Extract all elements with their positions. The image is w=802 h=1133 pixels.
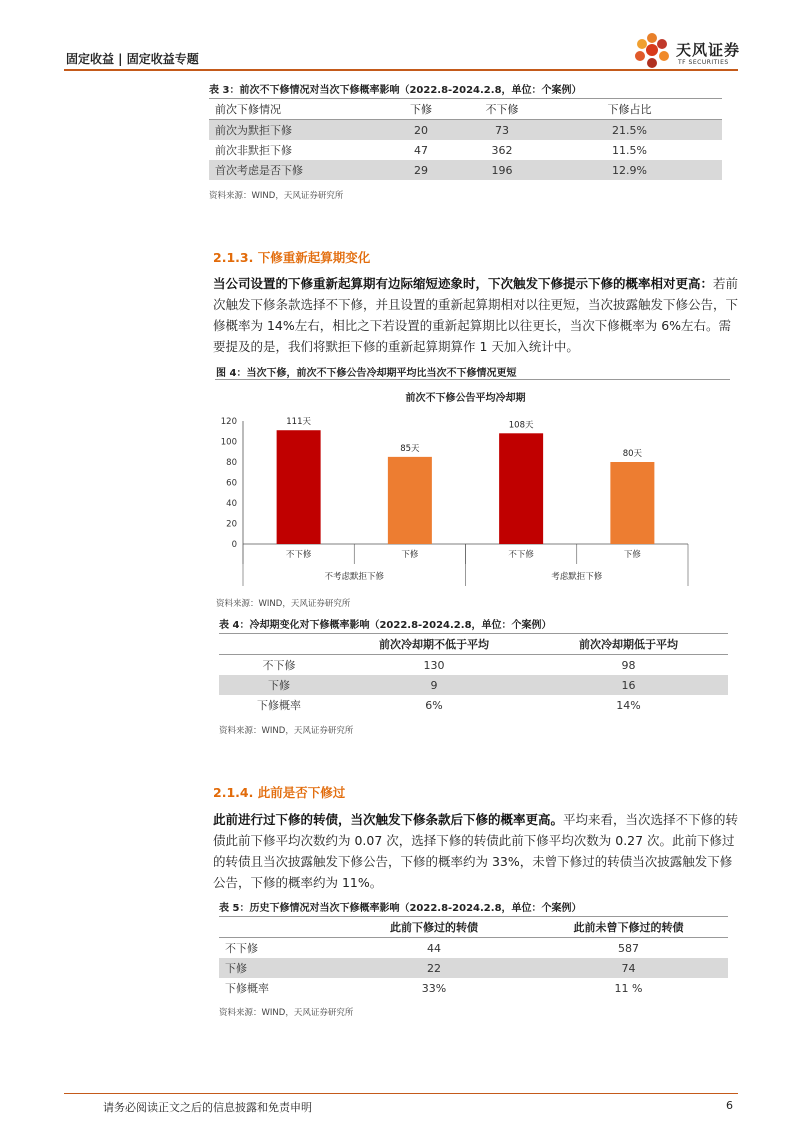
bar xyxy=(277,430,321,544)
bar-data-label: 111天 xyxy=(286,417,311,428)
table-row xyxy=(219,695,728,715)
y-tick-label: 100 xyxy=(220,437,237,448)
bar xyxy=(499,433,543,544)
table4-header xyxy=(219,634,339,655)
chart-title: 前次不下修公告平均冷却期 xyxy=(405,393,526,404)
table-row xyxy=(219,978,728,998)
bar xyxy=(610,462,654,544)
table-row xyxy=(219,675,728,695)
table-row xyxy=(209,120,722,141)
table-cell: 11 % xyxy=(614,981,643,995)
table-cell: 20 xyxy=(375,120,467,141)
table5-header: 此前未曾下修过的转债 xyxy=(573,921,684,934)
table-cell: 98 xyxy=(621,658,636,672)
table-cell: 前次非默拒下修 xyxy=(215,144,292,157)
table-cell: 首次考虑是否下修 xyxy=(209,160,375,180)
table-cell: 12.9% xyxy=(537,160,722,180)
bar-data-label: 85天 xyxy=(400,443,420,454)
logo-name: 天风证券 xyxy=(676,41,741,59)
table-cell: 21.5% xyxy=(537,120,722,141)
table4-source: 资料来源：WIND，天风证券研究所 xyxy=(219,726,354,736)
x-tick-label: 下修 xyxy=(401,550,419,560)
section-214-paragraph xyxy=(213,809,739,893)
x-tick-label: 下修 xyxy=(623,550,641,560)
table-cell: 130 xyxy=(423,658,445,672)
table5-header xyxy=(219,917,339,938)
table-row xyxy=(219,958,728,978)
y-tick-label: 60 xyxy=(226,478,237,489)
bar-data-label: 80天 xyxy=(622,449,643,459)
table3-header: 下修 xyxy=(410,103,432,116)
table4-caption: 表 4：冷却期变化对下修概率影响（2022.8-2024.2.8，单位：个案例） xyxy=(219,620,552,631)
header-divider xyxy=(64,69,738,71)
table-cell: 74 xyxy=(529,958,728,978)
table-cell: 下修概率 xyxy=(225,982,269,995)
tf-securities-logo-icon xyxy=(630,30,674,70)
table-cell: 前次为默拒下修 xyxy=(209,120,375,141)
section-213-paragraph xyxy=(213,273,739,357)
logo-subtitle: TF SECURITIES xyxy=(678,59,729,66)
x-group-label: 不考虑默拒下修 xyxy=(324,572,385,582)
y-tick-label: 120 xyxy=(220,417,237,427)
footer-disclaimer: 请务必阅读正文之后的信息披露和免责申明 xyxy=(103,1101,312,1114)
table-cell: 14% xyxy=(616,698,641,712)
table-cell: 下修概率 xyxy=(257,699,301,712)
figure4-source: 资料来源：WIND，天风证券研究所 xyxy=(216,599,351,609)
y-tick-label: 0 xyxy=(231,540,237,550)
y-tick-label: 20 xyxy=(226,519,237,530)
table-row xyxy=(219,938,728,959)
header-breadcrumb: 固定收益 | 固定收益专题 xyxy=(66,52,199,66)
figure4-caption: 图 4：当次下修，前次不下修公告冷却期平均比当次不下修情况更短 xyxy=(216,368,517,379)
section-214-text: 平均来看，当次选择不下修的转债此前下修平均次数约为 0.07 次，选择下修的转债此前下修平均次数为 0.27 次。此前下修过的转债且当次披露触发下修公告，下修的概率约为 33%，未曾下修过的转债当次披露触发下修公告，下修的概率约为 11%。 xyxy=(213,812,739,890)
x-tick-label: 不下修 xyxy=(508,550,534,560)
table-cell: 22 xyxy=(339,958,529,978)
x-group-label: 考虑默拒下修 xyxy=(551,572,603,582)
table-row xyxy=(209,140,722,160)
section-214-bold: 此前进行过下修的转债，当次触发下修条款后下修的概率更高。 xyxy=(213,812,564,827)
table3-header: 前次下修情况 xyxy=(215,103,281,116)
table-cell: 不下修 xyxy=(262,659,296,672)
table5-caption: 表 5：历史下修情况对当次下修概率影响（2022.8-2024.2.8，单位：个案例） xyxy=(219,903,582,914)
table-cell: 362 xyxy=(491,143,513,157)
table4-header: 前次冷却期低于平均 xyxy=(579,638,678,651)
bar xyxy=(388,457,432,544)
footer-divider xyxy=(64,1093,738,1094)
table-cell: 6% xyxy=(425,698,443,712)
table-row xyxy=(209,160,722,180)
table5-source: 资料来源：WIND，天风证券研究所 xyxy=(219,1008,354,1018)
table3-caption: 表 3：前次不下修情况对当次下修概率影响（2022.8-2024.2.8，单位：个案例） xyxy=(209,85,582,96)
section-214-title: 2.1.4. 此前是否下修过 xyxy=(213,785,346,800)
table-cell: 9 xyxy=(339,675,529,695)
table3 xyxy=(209,98,722,180)
table-cell: 73 xyxy=(467,120,537,141)
figure4-divider xyxy=(215,379,730,380)
table-row xyxy=(219,655,728,676)
page-number: 6 xyxy=(726,1099,733,1112)
table-cell: 44 xyxy=(427,941,441,955)
table-cell: 不下修 xyxy=(225,942,258,955)
table-cell: 下修 xyxy=(219,958,339,978)
section-213-text: 若前次触发下修条款选择不下修，并且设置的重新起算期相对以往更短，当次披露触发下修公告，下修概率为 14%左右，相比之下若设置的重新起算期比以往更长，当次下修概率为 6%左右。需要提及的是，我们将默拒下修的重新起算期算作 1 天加入统计中。 xyxy=(213,276,739,354)
table4-header: 前次冷却期不低于平均 xyxy=(379,638,489,651)
table-cell: 47 xyxy=(414,143,428,157)
table-cell: 196 xyxy=(467,160,537,180)
y-tick-label: 40 xyxy=(226,499,237,509)
table-cell: 下修 xyxy=(219,675,339,695)
figure4-chart xyxy=(213,381,733,593)
x-tick-label: 不下修 xyxy=(285,550,312,560)
y-tick-label: 80 xyxy=(226,458,237,468)
table3-header: 下修占比 xyxy=(607,103,652,116)
table-cell: 11.5% xyxy=(612,143,647,157)
table4 xyxy=(219,633,728,715)
table-cell: 16 xyxy=(529,675,728,695)
table-cell: 587 xyxy=(618,941,639,955)
table3-source: 资料来源：WIND，天风证券研究所 xyxy=(209,191,344,201)
section-213-title: 2.1.3. 下修重新起算期变化 xyxy=(213,250,371,265)
bar-data-label: 108天 xyxy=(508,420,534,431)
table5 xyxy=(219,916,728,998)
table5-header: 此前下修过的转债 xyxy=(390,921,478,934)
table-cell: 29 xyxy=(375,160,467,180)
table-cell: 33% xyxy=(421,981,447,995)
table3-header: 不下修 xyxy=(485,103,519,116)
section-213-bold: 当公司设置的下修重新起算期有边际缩短迹象时，下次触发下修提示下修的概率相对更高： xyxy=(213,276,714,291)
